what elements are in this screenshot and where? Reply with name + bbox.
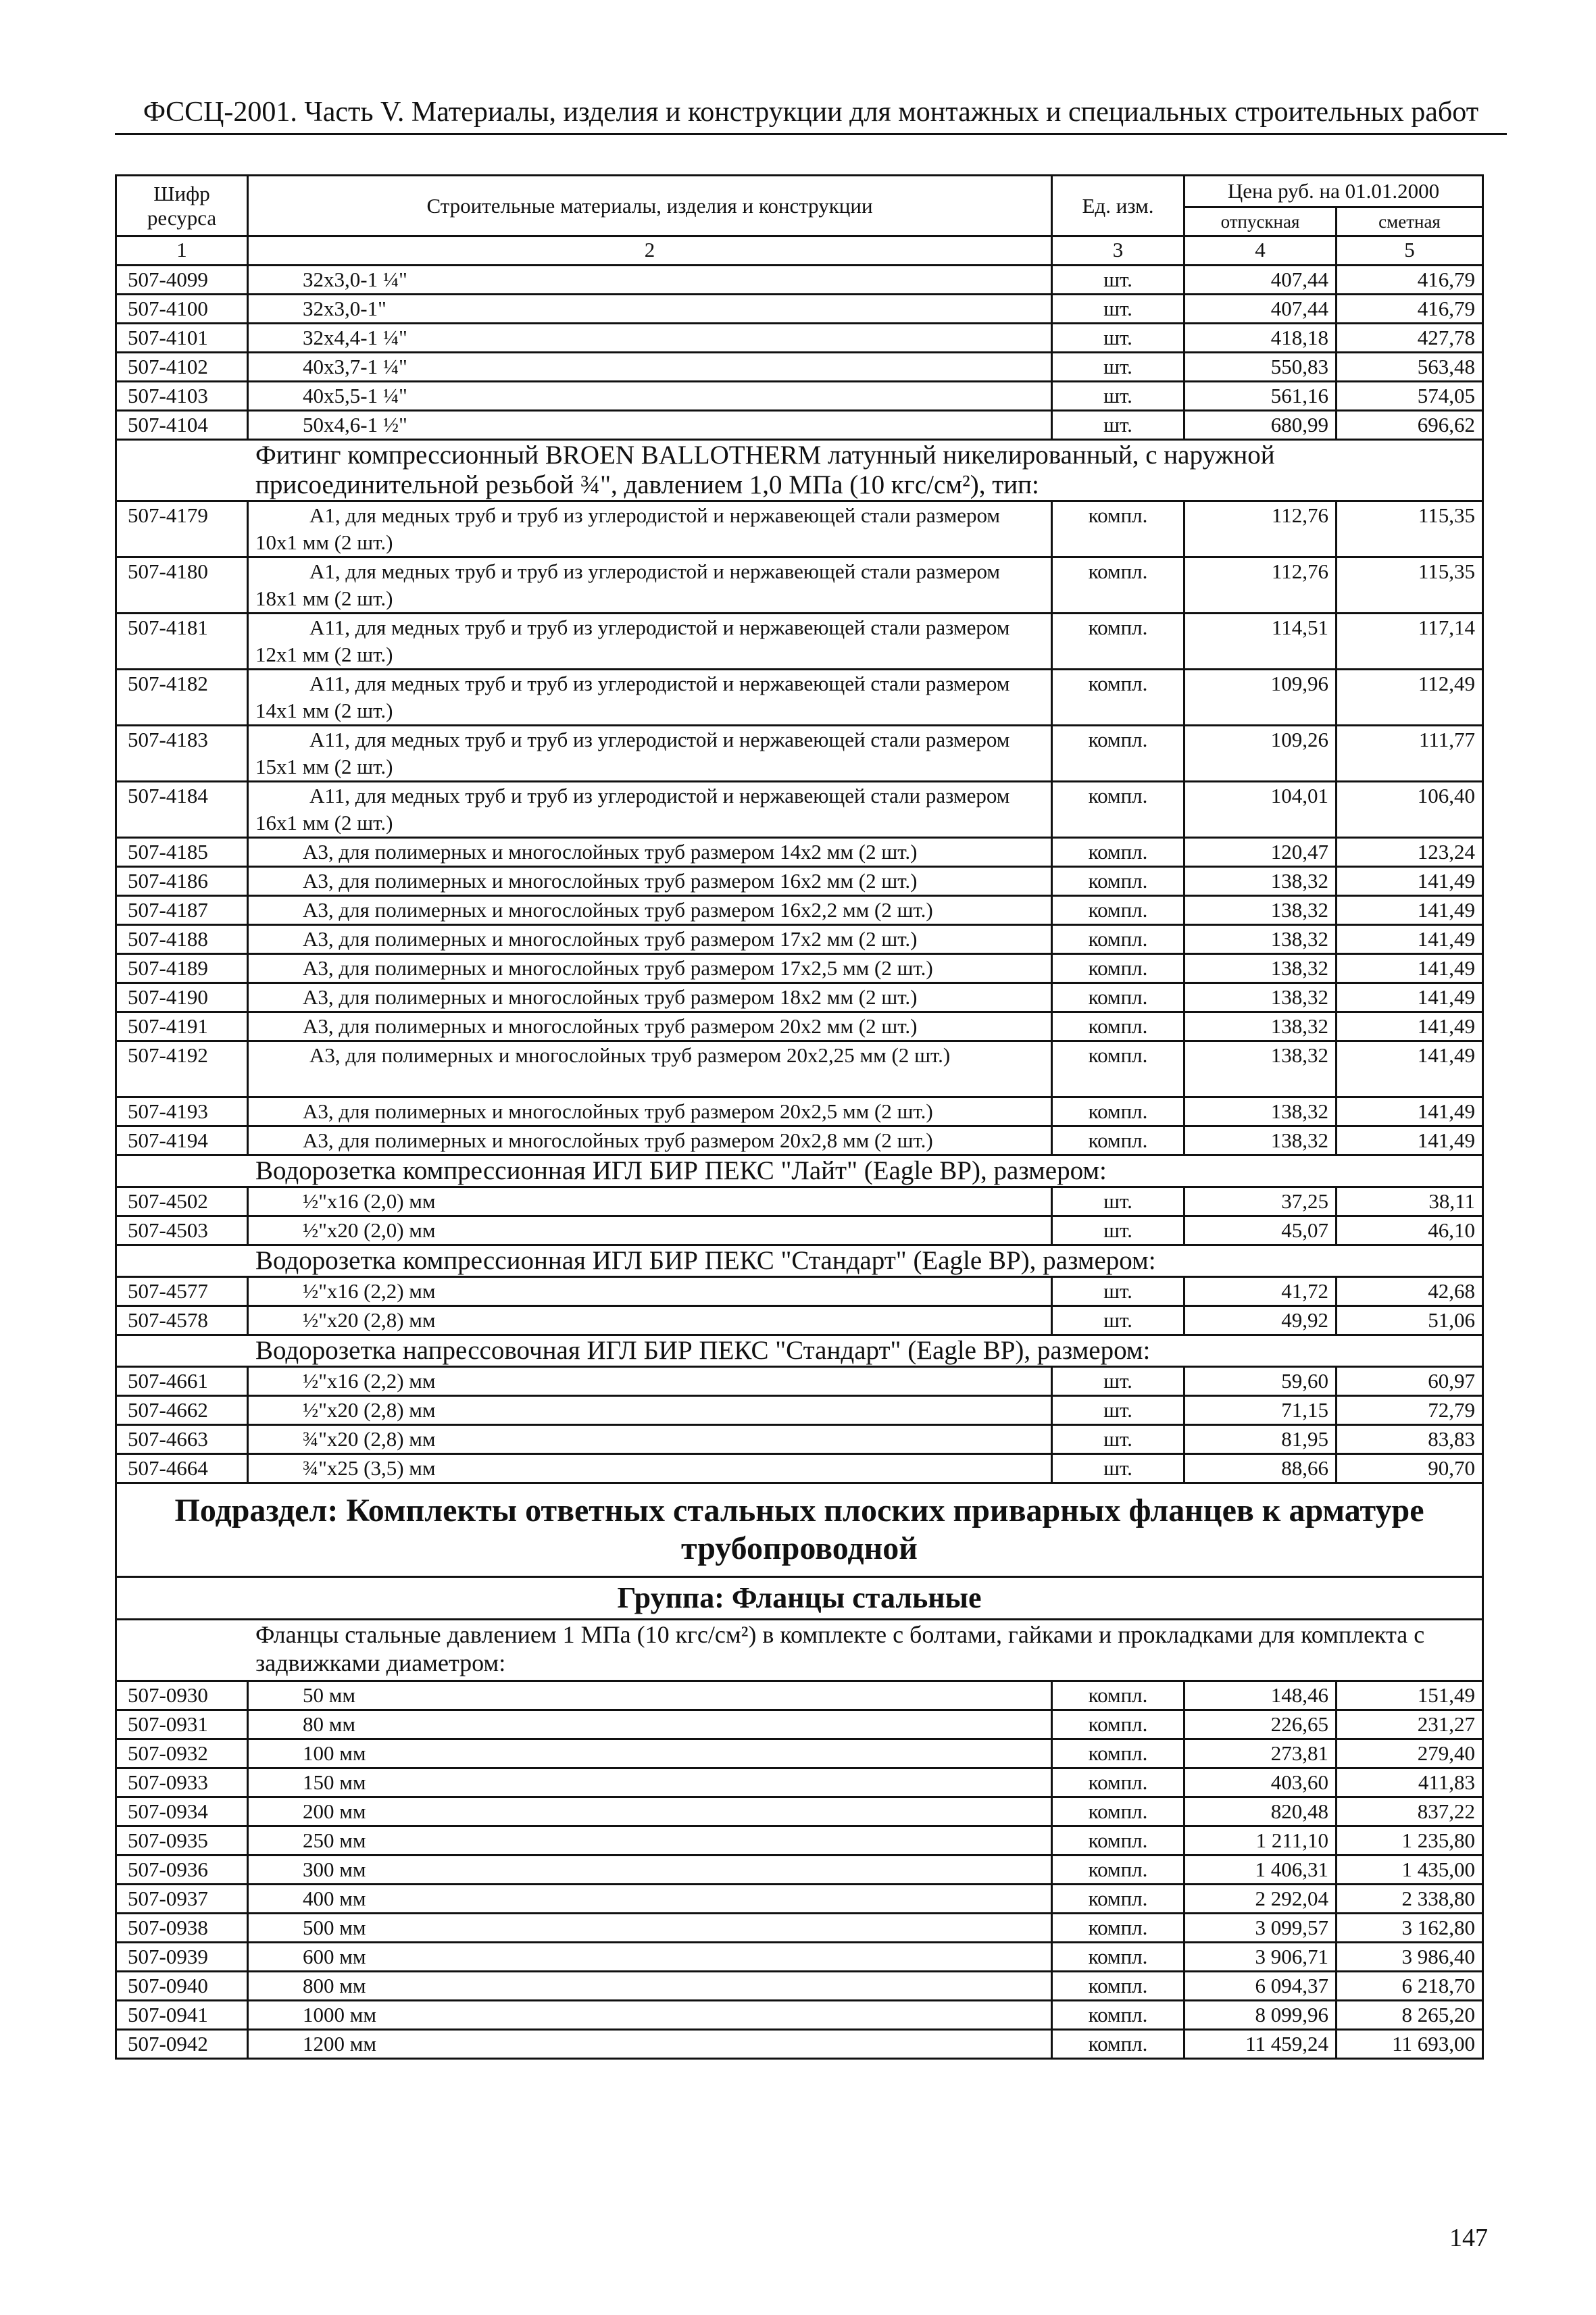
resource-code: 507-0936 [116,1856,248,1885]
estimate-price: 115,35 [1337,501,1483,557]
group-row [116,1577,1483,1620]
resource-code: 507-4102 [116,353,248,382]
resource-code: 507-4662 [116,1396,248,1425]
table-row [116,867,1483,896]
item-name: А3, для полимерных и многослойных труб размером 14x2 мм (2 шт.) [248,838,1052,867]
release-price: 407,44 [1184,295,1337,324]
item-unit: шт. [1052,1277,1184,1306]
section-heading: Водорозетка компрессионная ИГЛ БИР ПЕКС "Лайт" (Eagle BP), размером: [248,1155,1483,1187]
table-row [116,1126,1483,1155]
item-name: А3, для полимерных и многослойных труб размером 20x2,8 мм (2 шт.) [248,1126,1052,1155]
estimate-price: 141,49 [1337,954,1483,983]
item-name: 800 мм [248,1972,1052,2001]
table-row [116,896,1483,925]
item-name: А11, для медных труб и труб из углеродистой и нержавеющей стали размером 16x1 мм (2 шт.) [248,782,1052,838]
release-price: 49,92 [1184,1306,1337,1335]
item-unit: компл. [1052,1097,1184,1126]
release-price: 1 406,31 [1184,1856,1337,1885]
item-name: 150 мм [248,1768,1052,1797]
estimate-price: 72,79 [1337,1396,1483,1425]
item-name: 50x4,6-1 ½" [248,411,1052,440]
table-row [116,1012,1483,1041]
item-unit: компл. [1052,1797,1184,1826]
release-price: 2 292,04 [1184,1885,1337,1914]
table-row [116,2001,1483,2030]
table-row [116,1710,1483,1739]
release-price: 88,66 [1184,1454,1337,1483]
item-unit: компл. [1052,1041,1184,1097]
resource-code: 507-4188 [116,925,248,954]
resource-code: 507-4184 [116,782,248,838]
release-price: 138,32 [1184,867,1337,896]
estimate-price: 141,49 [1337,867,1483,896]
release-price: 6 094,37 [1184,1972,1337,2001]
table-row [116,1097,1483,1126]
resource-code: 507-4104 [116,411,248,440]
estimate-price: 51,06 [1337,1306,1483,1335]
header-unit: Ед. изм. [1052,176,1184,237]
estimate-price: 231,27 [1337,1710,1483,1739]
estimate-price: 90,70 [1337,1454,1483,1483]
item-name: А11, для медных труб и труб из углеродистой и нержавеющей стали размером 14x1 мм (2 шт.) [248,670,1052,726]
resource-code: 507-0931 [116,1710,248,1739]
resource-code: 507-0934 [116,1797,248,1826]
table-row [116,954,1483,983]
release-price: 37,25 [1184,1187,1337,1216]
resource-code: 507-0935 [116,1826,248,1856]
subsection-row [116,1483,1483,1577]
item-unit: компл. [1052,614,1184,670]
header-release: отпускная [1184,207,1337,237]
empty-code-cell [116,1335,248,1367]
table-row [116,1277,1483,1306]
item-unit: компл. [1052,557,1184,614]
estimate-price: 115,35 [1337,557,1483,614]
item-name: ¾"x25 (3,5) мм [248,1454,1052,1483]
estimate-price: 574,05 [1337,382,1483,411]
resource-code: 507-0937 [116,1885,248,1914]
estimate-price: 279,40 [1337,1739,1483,1768]
table-row [116,1914,1483,1943]
item-name: 200 мм [248,1797,1052,1826]
item-unit: компл. [1052,1012,1184,1041]
section-heading-row [116,1335,1483,1367]
release-price: 138,32 [1184,925,1337,954]
item-name: ½"x20 (2,8) мм [248,1306,1052,1335]
item-name: А3, для полимерных и многослойных труб размером 17x2 мм (2 шт.) [248,925,1052,954]
table-row [116,324,1483,353]
item-name: 250 мм [248,1826,1052,1856]
section-heading-row [116,440,1483,501]
item-unit: компл. [1052,867,1184,896]
header-estimate: сметная [1337,207,1483,237]
item-name: 500 мм [248,1914,1052,1943]
resource-code: 507-4189 [116,954,248,983]
table-row [116,670,1483,726]
release-price: 109,26 [1184,726,1337,782]
release-price: 550,83 [1184,353,1337,382]
item-unit: компл. [1052,896,1184,925]
section-heading-row [116,1245,1483,1277]
item-unit: шт. [1052,1187,1184,1216]
release-price: 8 099,96 [1184,2001,1337,2030]
subsection-heading: Подраздел: Комплекты ответных стальных плоских приварных фланцев к арматуре трубопроводной [116,1483,1483,1577]
release-price: 680,99 [1184,411,1337,440]
estimate-price: 42,68 [1337,1277,1483,1306]
release-price: 138,32 [1184,1126,1337,1155]
table-row [116,1943,1483,1972]
item-name: А11, для медных труб и труб из углеродистой и нержавеющей стали размером 12x1 мм (2 шт.) [248,614,1052,670]
item-name: 300 мм [248,1856,1052,1885]
resource-code: 507-4190 [116,983,248,1012]
table-row [116,1396,1483,1425]
estimate-price: 141,49 [1337,896,1483,925]
resource-code: 507-4185 [116,838,248,867]
item-unit: компл. [1052,501,1184,557]
item-name: ¾"x20 (2,8) мм [248,1425,1052,1454]
item-unit: шт. [1052,266,1184,295]
item-name: А1, для медных труб и труб из углеродистой и нержавеющей стали размером 18x1 мм (2 шт.) [248,557,1052,614]
col-number: 4 [1184,237,1337,266]
release-price: 104,01 [1184,782,1337,838]
estimate-price: 427,78 [1337,324,1483,353]
table-row [116,782,1483,838]
table-row [116,1425,1483,1454]
table-row [116,838,1483,867]
table-row [116,1885,1483,1914]
section-heading: Водорозетка компрессионная ИГЛ БИР ПЕКС "Стандарт" (Eagle BP), размером: [248,1245,1483,1277]
item-name: 1200 мм [248,2030,1052,2059]
item-unit: компл. [1052,983,1184,1012]
item-unit: шт. [1052,411,1184,440]
table-row [116,1187,1483,1216]
estimate-price: 151,49 [1337,1681,1483,1710]
item-name: ½"x16 (2,2) мм [248,1277,1052,1306]
resource-code: 507-0942 [116,2030,248,2059]
item-unit: шт. [1052,382,1184,411]
resource-code: 507-4182 [116,670,248,726]
release-price: 148,46 [1184,1681,1337,1710]
item-name: 100 мм [248,1739,1052,1768]
item-name: 80 мм [248,1710,1052,1739]
resource-code: 507-0939 [116,1943,248,1972]
release-price: 418,18 [1184,324,1337,353]
table-row [116,1454,1483,1483]
table-row [116,1681,1483,1710]
release-price: 820,48 [1184,1797,1337,1826]
item-unit: компл. [1052,1856,1184,1885]
group-description-row [116,1620,1483,1681]
item-name: ½"x16 (2,2) мм [248,1367,1052,1396]
item-unit: компл. [1052,1768,1184,1797]
table-row [116,1041,1483,1097]
item-name: 40x3,7-1 ¼" [248,353,1052,382]
table-row [116,353,1483,382]
resource-code: 507-4192 [116,1041,248,1097]
page-header: ФССЦ-2001. Часть V. Материалы, изделия и конструкции для монтажных и специальных строительных работ [115,91,1507,135]
col-number: 2 [248,237,1052,266]
section-heading: Фитинг компрессионный BROEN BALLOTHERM латунный никелированный, с наружной присоединительной резьбой ¾", давлением 1,0 МПа (10 кгс/см²), тип: [248,440,1483,501]
item-unit: шт. [1052,1454,1184,1483]
estimate-price: 141,49 [1337,1126,1483,1155]
release-price: 138,32 [1184,1097,1337,1126]
release-price: 59,60 [1184,1367,1337,1396]
item-name: 400 мм [248,1885,1052,1914]
release-price: 226,65 [1184,1710,1337,1739]
estimate-price: 60,97 [1337,1367,1483,1396]
item-unit: компл. [1052,726,1184,782]
estimate-price: 563,48 [1337,353,1483,382]
estimate-price: 8 265,20 [1337,2001,1483,2030]
release-price: 561,16 [1184,382,1337,411]
item-unit: шт. [1052,1425,1184,1454]
item-name: 50 мм [248,1681,1052,1710]
header-code: Шифр ресурса [116,176,248,237]
item-name: ½"x20 (2,8) мм [248,1396,1052,1425]
table-row [116,1797,1483,1826]
table-row [116,614,1483,670]
release-price: 109,96 [1184,670,1337,726]
estimate-price: 3 162,80 [1337,1914,1483,1943]
resource-code: 507-0933 [116,1768,248,1797]
table-row [116,1972,1483,2001]
price-table [115,174,1484,2060]
release-price: 138,32 [1184,1041,1337,1097]
estimate-price: 2 338,80 [1337,1885,1483,1914]
estimate-price: 141,49 [1337,983,1483,1012]
col-number: 5 [1337,237,1483,266]
item-unit: компл. [1052,838,1184,867]
estimate-price: 6 218,70 [1337,1972,1483,2001]
item-name: А3, для полимерных и многослойных труб размером 18x2 мм (2 шт.) [248,983,1052,1012]
item-name: А3, для полимерных и многослойных труб размером 17x2,5 мм (2 шт.) [248,954,1052,983]
estimate-price: 141,49 [1337,1041,1483,1097]
release-price: 11 459,24 [1184,2030,1337,2059]
release-price: 41,72 [1184,1277,1337,1306]
table-row [116,2030,1483,2059]
table-row [116,1367,1483,1396]
resource-code: 507-4187 [116,896,248,925]
item-name: 600 мм [248,1943,1052,1972]
release-price: 120,47 [1184,838,1337,867]
item-unit: компл. [1052,1681,1184,1710]
item-unit: шт. [1052,1396,1184,1425]
resource-code: 507-0938 [116,1914,248,1943]
release-price: 71,15 [1184,1396,1337,1425]
estimate-price: 1 435,00 [1337,1856,1483,1885]
item-unit: компл. [1052,1943,1184,1972]
release-price: 273,81 [1184,1739,1337,1768]
item-unit: компл. [1052,1710,1184,1739]
resource-code: 507-4663 [116,1425,248,1454]
table-row [116,266,1483,295]
resource-code: 507-0930 [116,1681,248,1710]
table-row [116,925,1483,954]
table-row [116,1216,1483,1245]
item-name: А1, для медных труб и труб из углеродистой и нержавеющей стали размером 10x1 мм (2 шт.) [248,501,1052,557]
section-heading: Водорозетка напрессовочная ИГЛ БИР ПЕКС "Стандарт" (Eagle BP), размером: [248,1335,1483,1367]
resource-code: 507-4179 [116,501,248,557]
release-price: 138,32 [1184,983,1337,1012]
empty-code-cell [116,440,248,501]
release-price: 138,32 [1184,1012,1337,1041]
resource-code: 507-4183 [116,726,248,782]
table-row [116,1826,1483,1856]
release-price: 138,32 [1184,896,1337,925]
estimate-price: 141,49 [1337,1012,1483,1041]
estimate-price: 112,49 [1337,670,1483,726]
item-unit: компл. [1052,925,1184,954]
release-price: 1 211,10 [1184,1826,1337,1856]
release-price: 114,51 [1184,614,1337,670]
estimate-price: 111,77 [1337,726,1483,782]
estimate-price: 106,40 [1337,782,1483,838]
item-unit: шт. [1052,295,1184,324]
col-number: 3 [1052,237,1184,266]
resource-code: 507-4103 [116,382,248,411]
item-unit: шт. [1052,1216,1184,1245]
empty-code-cell [116,1155,248,1187]
item-unit: компл. [1052,2001,1184,2030]
table-row [116,1739,1483,1768]
release-price: 407,44 [1184,266,1337,295]
resource-code: 507-4101 [116,324,248,353]
table-row [116,726,1483,782]
resource-code: 507-4181 [116,614,248,670]
resource-code: 507-4100 [116,295,248,324]
release-price: 81,95 [1184,1425,1337,1454]
estimate-price: 11 693,00 [1337,2030,1483,2059]
empty-code-cell [116,1245,248,1277]
release-price: 112,76 [1184,501,1337,557]
group-heading: Группа: Фланцы стальные [116,1577,1483,1620]
table-row [116,1306,1483,1335]
table-row [116,382,1483,411]
resource-code: 507-4578 [116,1306,248,1335]
resource-code: 507-4194 [116,1126,248,1155]
estimate-price: 411,83 [1337,1768,1483,1797]
header-name: Строительные материалы, изделия и конструкции [248,176,1052,237]
item-name: 40x5,5-1 ¼" [248,382,1052,411]
release-price: 138,32 [1184,954,1337,983]
item-unit: компл. [1052,1972,1184,2001]
item-name: 1000 мм [248,2001,1052,2030]
table-header-row [116,176,1483,207]
item-name: А3, для полимерных и многослойных труб размером 20x2,5 мм (2 шт.) [248,1097,1052,1126]
resource-code: 507-4193 [116,1097,248,1126]
resource-code: 507-4099 [116,266,248,295]
item-name: 32x4,4-1 ¼" [248,324,1052,353]
release-price: 112,76 [1184,557,1337,614]
resource-code: 507-0940 [116,1972,248,2001]
release-price: 3 099,57 [1184,1914,1337,1943]
estimate-price: 38,11 [1337,1187,1483,1216]
item-unit: компл. [1052,1885,1184,1914]
resource-code: 507-4661 [116,1367,248,1396]
resource-code: 507-4503 [116,1216,248,1245]
item-unit: шт. [1052,1306,1184,1335]
item-unit: компл. [1052,782,1184,838]
item-name: А11, для медных труб и труб из углеродистой и нержавеющей стали размером 15x1 мм (2 шт.) [248,726,1052,782]
resource-code: 507-4191 [116,1012,248,1041]
item-name: А3, для полимерных и многослойных труб размером 20x2 мм (2 шт.) [248,1012,1052,1041]
estimate-price: 3 986,40 [1337,1943,1483,1972]
release-price: 3 906,71 [1184,1943,1337,1972]
item-unit: компл. [1052,1914,1184,1943]
item-name: А3, для полимерных и многослойных труб размером 16x2,2 мм (2 шт.) [248,896,1052,925]
item-unit: шт. [1052,324,1184,353]
item-unit: компл. [1052,1739,1184,1768]
estimate-price: 141,49 [1337,925,1483,954]
item-unit: шт. [1052,353,1184,382]
table-row [116,501,1483,557]
release-price: 45,07 [1184,1216,1337,1245]
item-name: А3, для полимерных и многослойных труб размером 16x2 мм (2 шт.) [248,867,1052,896]
header-price: Цена руб. на 01.01.2000 [1184,176,1483,207]
column-number-row [116,237,1483,266]
price-table-container [115,174,1482,2060]
group-description: Фланцы стальные давлением 1 МПа (10 кгс/см²) в комплекте с болтами, гайками и прокладками для комплекта с задвижками диаметром: [248,1620,1483,1681]
estimate-price: 83,83 [1337,1425,1483,1454]
resource-code: 507-4664 [116,1454,248,1483]
release-price: 403,60 [1184,1768,1337,1797]
table-row [116,983,1483,1012]
page-number: 147 [1449,2224,1488,2252]
estimate-price: 696,62 [1337,411,1483,440]
estimate-price: 1 235,80 [1337,1826,1483,1856]
estimate-price: 117,14 [1337,614,1483,670]
estimate-price: 123,24 [1337,838,1483,867]
resource-code: 507-0932 [116,1739,248,1768]
table-row [116,557,1483,614]
item-unit: компл. [1052,1126,1184,1155]
estimate-price: 416,79 [1337,295,1483,324]
resource-code: 507-4180 [116,557,248,614]
col-number: 1 [116,237,248,266]
item-name: ½"x16 (2,0) мм [248,1187,1052,1216]
item-unit: компл. [1052,2030,1184,2059]
estimate-price: 46,10 [1337,1216,1483,1245]
item-name: 32x3,0-1" [248,295,1052,324]
resource-code: 507-4186 [116,867,248,896]
resource-code: 507-4502 [116,1187,248,1216]
item-name: ½"x20 (2,0) мм [248,1216,1052,1245]
section-heading-row [116,1155,1483,1187]
table-row [116,411,1483,440]
empty-code-cell [116,1620,248,1681]
item-unit: компл. [1052,1826,1184,1856]
item-unit: шт. [1052,1367,1184,1396]
estimate-price: 837,22 [1337,1797,1483,1826]
estimate-price: 141,49 [1337,1097,1483,1126]
resource-code: 507-4577 [116,1277,248,1306]
item-name: 32x3,0-1 ¼" [248,266,1052,295]
estimate-price: 416,79 [1337,266,1483,295]
item-unit: компл. [1052,670,1184,726]
item-name: А3, для полимерных и многослойных труб размером 20x2,25 мм (2 шт.) [248,1041,1052,1097]
resource-code: 507-0941 [116,2001,248,2030]
item-unit: компл. [1052,954,1184,983]
table-row [116,1856,1483,1885]
table-row [116,295,1483,324]
table-row [116,1768,1483,1797]
